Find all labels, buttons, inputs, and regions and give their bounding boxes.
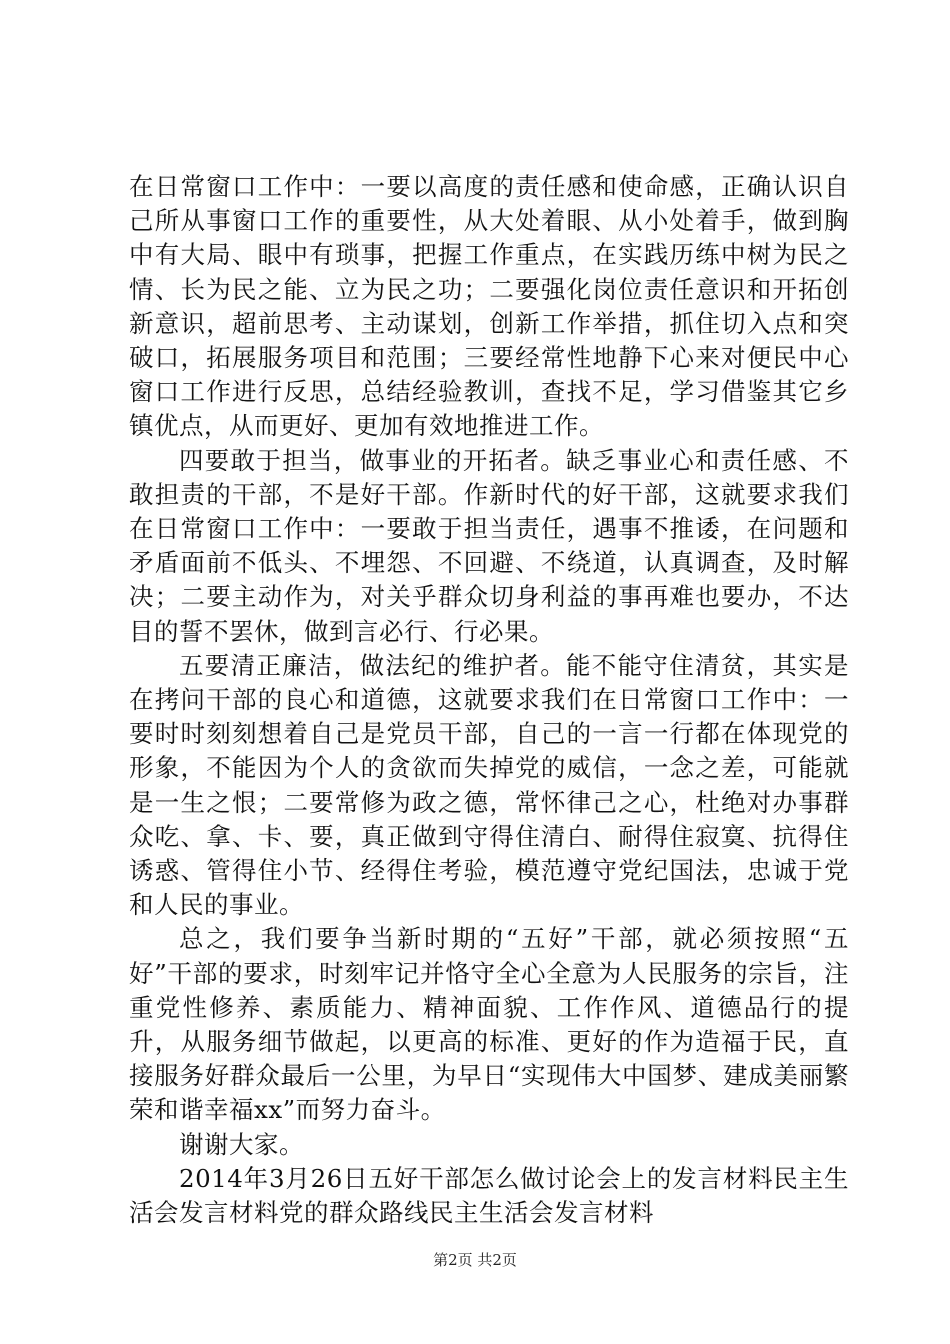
document-body bbox=[129, 170, 849, 1230]
page-number-footer: 第2页 共2页 bbox=[433, 1251, 517, 1269]
paragraph-dare-to-take-responsibility: 四要敢于担当，做事业的开拓者。缺乏事业心和责任感、不敢担责的干部，不是好干部。作新时代的好干部，这就要求我们在日常窗口工作中：一要敢于担当责任，遇事不推诿，在问题和矛盾面前不低头、不埋怨、不回避、不绕道，认真调查，及时解决；二要主动作为，对关乎群众切身利益的事再难也要办，不达目的誓不罢休，做到言必行、行必果。 bbox=[129, 445, 849, 646]
paragraph-window-work: 在日常窗口工作中：一要以高度的责任感和使命感，正确认识自己所从事窗口工作的重要性，从大处着眼、从小处着手，做到胸中有大局、眼中有琐事，把握工作重点，在实践历练中树为民之情、长为民之能、立为民之功；二要强化岗位责任意识和开拓创新意识，超前思考、主动谋划，创新工作举措，抓住切入点和突破口，拓展服务项目和范围；三要经常性地静下心来对便民中心窗口工作进行反思，总结经验教训，查找不足，学习借鉴其它乡镇优点，从而更好、更加有效地推进工作。 bbox=[129, 172, 849, 441]
paragraph-date-and-title: 2014年3月26日五好干部怎么做讨论会上的发言材料民主生活会发言材料党的群众路线民主生活会发言材料 bbox=[129, 1163, 849, 1228]
paragraph-thanks: 谢谢大家。 bbox=[179, 1129, 304, 1159]
paragraph-conclusion: 总之，我们要争当新时期的“五好”干部，就必须按照“五好”干部的要求，时刻牢记并恪守全心全意为人民服务的宗旨，注重党性修养、素质能力、精神面貌、工作作风、道德品行的提升，从服务细节做起，以更高的标准、更好的作为造福于民，直接服务好群众最后一公里，为早日“实现伟大中国梦、建成美丽繁荣和谐幸福xx”而努力奋斗。 bbox=[129, 924, 849, 1125]
paragraph-integrity: 五要清正廉洁，做法纪的维护者。能不能守住清贫，其实是在拷问干部的良心和道德，这就要求我们在日常窗口工作中：一要时时刻刻想着自己是党员干部，自己的一言一行都在体现党的形象，不能因为个人的贪欲而失掉党的威信，一念之差，可能就是一生之恨；二要常修为政之德，常怀律己之心，杜绝对办事群众吃、拿、卡、要，真正做到守得住清白、耐得住寂寞、抗得住诱惑、管得住小节、经得住考验，模范遵守党纪国法，忠诚于党和人民的事业。 bbox=[129, 650, 849, 920]
